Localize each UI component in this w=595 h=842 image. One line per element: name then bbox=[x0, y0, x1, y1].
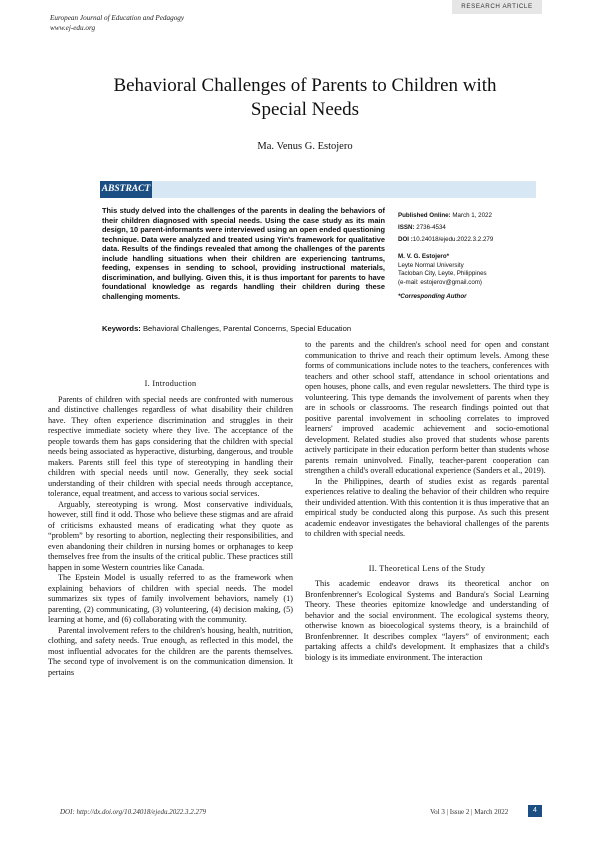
issn-label: ISSN: bbox=[398, 224, 415, 232]
intro-heading: I. Introduction bbox=[144, 379, 197, 388]
keywords-text: Behavioral Challenges, Parental Concerns, Special Education bbox=[142, 324, 352, 333]
paragraph: to the parents and the children's school need for open and constant communication to thrive and reach their optimum levels. Among these forms of communications include notes to the teachers, conferences with teachers and other school staff, attendance in school orientations and open houses, phone calls, and even regular newsletters. The third type is volunteering. This type demands the involvement of parents when they are in schools or classrooms. The research findings pointed out that positive parental involvement in schooling correlates to improved learners' improved academic achievement and socio-emotional development. Related studies also proved that students whose parents actively participate in their education perform better than students whose parents remain uninvolved. Finally, teacher-parent cooperation can strengthen a child's overall educational experience (Sanders et al., 2019). bbox=[305, 340, 549, 475]
paragraph: In the Philippines, dearth of studies exist as regards parental experiences relative to dealing the behavior of their children who require their undivided attention. With this contention it is thus imperative that an empirical study be conducted along this purpose. As such this present academic endeavor investigates the behavioral challenges of the parents to children with special needs. bbox=[305, 476, 549, 538]
issn-value: 2736-4534 bbox=[416, 224, 446, 232]
author-name: Ma. Venus G. Estojero bbox=[257, 141, 353, 152]
corresponding-note: *Corresponding Author bbox=[398, 293, 467, 301]
paragraph: Parents of children with special needs are confronted with numerous and distinctive challenges regardless of what disability their children have. They often experience discrimination and struggles in their respective immediate society where they live. The acceptance of the people towards them has gaps considering that the children with special needs being associated as hyperactive, disturbing, dangerous, and trouble makers. Parents still feel this type of stereotyping in handling their children with special needs until now. Generally, they seek social understanding of their children with special needs through acceptance, tolerance, equal treatment, and access to various social services. bbox=[48, 394, 293, 498]
article-type-badge: RESEARCH ARTICLE bbox=[452, 0, 542, 14]
abstract-label: ABSTRACT bbox=[100, 181, 152, 198]
footer-doi[interactable]: DOI: http://dx.doi.org/10.24018/ejedu.2022.3.2.279 bbox=[60, 808, 206, 816]
keywords-label: Keywords: bbox=[102, 324, 141, 333]
title-line-1: Behavioral Challenges of Parents to Children with bbox=[113, 75, 497, 96]
doi-label: DOI : bbox=[398, 236, 413, 244]
published-label: Published Online: bbox=[398, 212, 451, 219]
title-line-2: Special Needs bbox=[250, 99, 360, 120]
paragraph: Parental involvement refers to the children's housing, health, nutrition, clothing, and safety needs. True enough, as reflected in this model, the most influential advocates for the children are the parents themselves. The second type of involvement is on the communication dimension. It pertains bbox=[48, 625, 293, 677]
doi-value[interactable]: 10.24018/ejedu.2022.3.2.279 bbox=[412, 236, 494, 244]
keywords bbox=[102, 324, 402, 333]
left-column bbox=[48, 379, 293, 678]
affiliation-2: Tacloban City, Leyte, Philippines bbox=[398, 270, 487, 278]
paper-title bbox=[60, 74, 550, 122]
paragraph: This academic endeavor draws its theoretical anchor on Bronfenbrenner's Ecological Systems and Bandura's Social Learning Theory. These theories epitomize knowledge and understanding of behavior and the social environment. The ecological systems theory, otherwise known as bioecological systems theory, is a brainchild of Bronfenbrenner. It describes complex “layers” of environment; each partaking affects a child's development. It emphasizes that a child's biology is its immediate environment. The interaction bbox=[305, 579, 549, 662]
article-info-sidebar bbox=[398, 212, 538, 302]
journal-name: European Journal of Education and Pedagogy bbox=[50, 14, 185, 22]
footer-volume: Vol 3 | Issue 2 | March 2022 bbox=[430, 808, 509, 816]
author-email[interactable]: (e-mail: estojerov@gmail.com) bbox=[398, 278, 482, 286]
theory-heading: II. Theoretical Lens of the Study bbox=[368, 563, 486, 573]
sidebar-author: M. V. G. Estojero* bbox=[398, 252, 450, 260]
abstract-text: This study delved into the challenges of the parents in dealing the behaviors of their children diagnosed with special needs. Using the case study as its main design, 10 parent-informants were interviewed using an open ended questioning technique. Data were analyzed and treated using Yin's framework for qualitative data. Results of the findings revealed that among the challenges of the parents include handling situations when their children are experiencing tantrums, feeding, expenses in sending to school, providing instructional materials, discrimination, and bullying. Given this, it is thus important for parents to have foundational knowledge as regards handling their children during these challenging moments. bbox=[102, 206, 385, 301]
right-column bbox=[305, 340, 549, 663]
paragraph: The Epstein Model is usually referred to as the framework when explaining behaviors of children with special needs. The model summarizes six types of family involvement behaviors, namely (1) parenting, (2) communicating, (3) volunteering, (4) decision making, (5) learning at home, and (6) collaborating with the community. bbox=[48, 573, 293, 624]
paragraph: Arguably, stereotyping is wrong. Most conservative individuals, however, still find it odd. Those who believe these stigmas and are afraid of criticisms exhausted means of eradicating what they quote as “problem” by resorting to abortion, neglecting their responsibilities, and even abandoning their children in nursing homes or orphanages to keep themselves free from the insults of the critical public. These practices still happen in some Western countries like Canada. bbox=[48, 499, 293, 572]
affiliation-1: Leyte Normal University bbox=[398, 261, 464, 269]
abstract-bar bbox=[100, 181, 536, 198]
journal-website[interactable]: www.ej-edu.org bbox=[50, 23, 96, 32]
published-date: March 1, 2022 bbox=[452, 212, 492, 219]
journal-header bbox=[50, 14, 184, 33]
page-number: 4 bbox=[528, 805, 542, 817]
